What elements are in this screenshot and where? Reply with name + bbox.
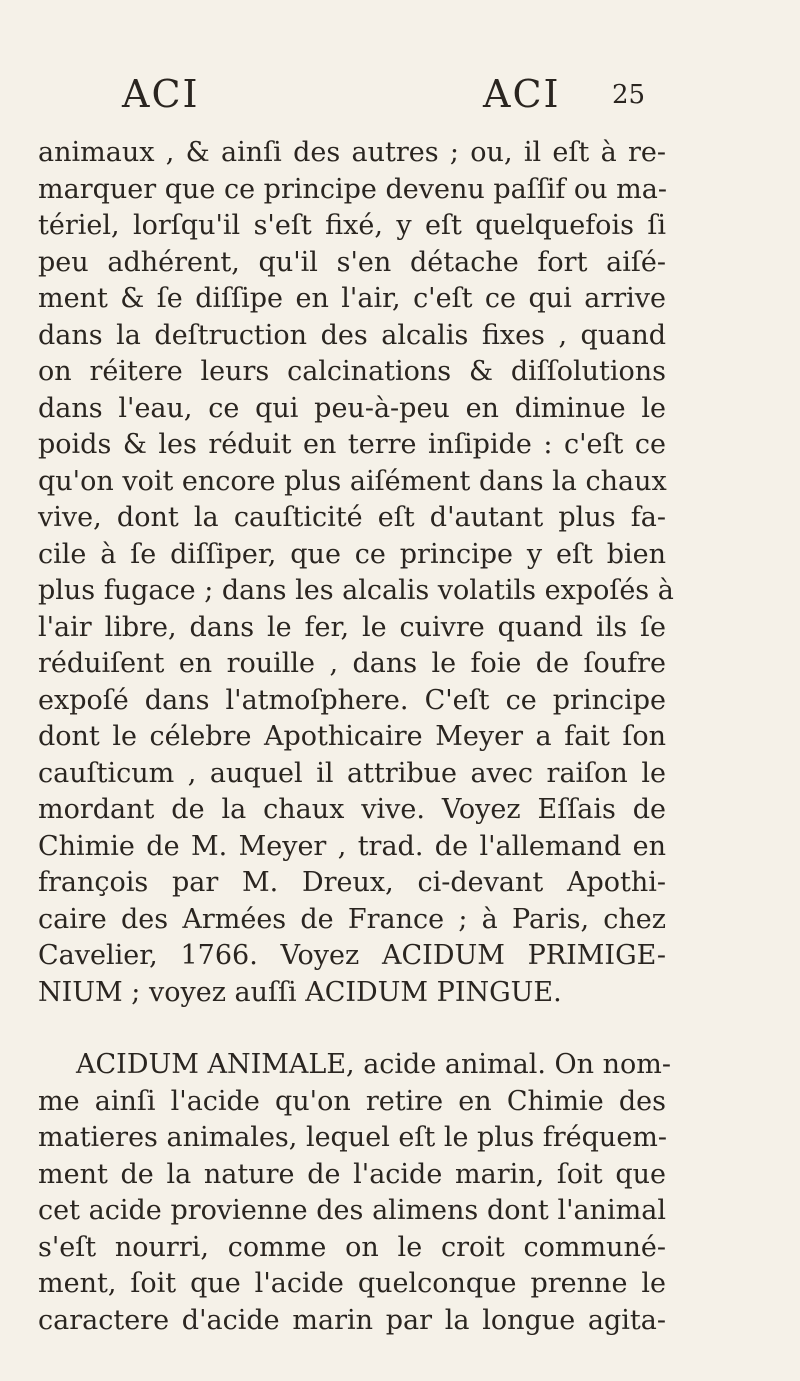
text-line: s'eſt nourri, comme on le croit communé- (38, 1231, 666, 1263)
text-line: françois par M. Dreux, ci-devant Apothi- (38, 867, 666, 898)
text-line: dans la deſtruction des alcalis fixes , quand (38, 319, 666, 351)
text-line: cauſticum , auquel il attribue avec raiſon le (38, 757, 666, 789)
header-left: ACI (122, 72, 200, 116)
text-line: animaux , & ainſi des autres ; ou, il eſt à re- (38, 137, 666, 168)
paragraph (38, 135, 674, 1011)
paragraph (38, 1047, 671, 1339)
text-line: caire des Armées de France ; à Paris, chez (38, 903, 666, 935)
text-line: expoſé dans l'atmoſphere. C'eſt ce principe (38, 684, 666, 716)
text-line: tériel, lorſqu'il s'eſt fixé, y eſt quelquefois ſi (38, 210, 666, 241)
text-line: peu adhérent, qu'il s'en détache fort aiſé- (38, 246, 666, 278)
text-line: caractere d'acide marin par la longue agita- (38, 1304, 666, 1336)
text-line: me ainſi l'acide qu'on retire en Chimie des (38, 1085, 666, 1117)
text-line: ment, ſoit que l'acide quelconque prenne le (38, 1268, 666, 1299)
text-line: cile à ſe diſſiper, que ce principe y eſt bien (38, 538, 666, 570)
text-line: Chimie de M. Meyer , trad. de l'allemand en (38, 830, 666, 862)
body-text (38, 135, 674, 1339)
header-right: ACI (483, 72, 561, 116)
text-line: dont le célebre Apothicaire Meyer a fait ſon (38, 721, 666, 752)
text-line: vive, dont la cauſticité eſt d'autant plus fa- (38, 502, 666, 533)
text-line: cet acide provienne des alimens dont l'animal (38, 1195, 666, 1226)
text-line: matieres animales, lequel eſt le plus fréquem- (38, 1122, 668, 1153)
text-line: plus fugace ; dans les alcalis volatils expoſés à (38, 575, 674, 606)
text-line: poids & les réduit en terre inſipide : c'eſt ce (38, 429, 666, 460)
text-line: Cavelier, 1766. Voyez ACIDUM PRIMIGE- (38, 940, 666, 971)
text-line: ACIDUM ANIMALE, acide animal. On nom- (76, 1049, 671, 1080)
text-line: ment de la nature de l'acide marin, ſoit que (38, 1158, 666, 1190)
text-line: NIUM ; voyez auſſi ACIDUM PINGUE. (38, 976, 562, 1008)
text-line: mordant de la chaux vive. Voyez Eſſais de (38, 794, 666, 825)
running-header (0, 72, 800, 122)
text-line: réduiſent en rouille , dans le foie de ſoufre (38, 648, 666, 679)
text-line: marquer que ce principe devenu paſſif ou ma- (38, 173, 667, 205)
text-line: dans l'eau, ce qui peu-à-peu en diminue le (38, 392, 666, 424)
text-line: qu'on voit encore plus aiſément dans la chaux (38, 465, 667, 497)
page-number: 25 (612, 80, 646, 110)
text-line: ment & ſe diſſipe en l'air, c'eſt ce qui arrive (38, 283, 666, 314)
text-line: l'air libre, dans le fer, le cuivre quand ils ſe (38, 611, 666, 643)
text-line: on réitere leurs calcinations & diſſolutions (38, 356, 666, 387)
